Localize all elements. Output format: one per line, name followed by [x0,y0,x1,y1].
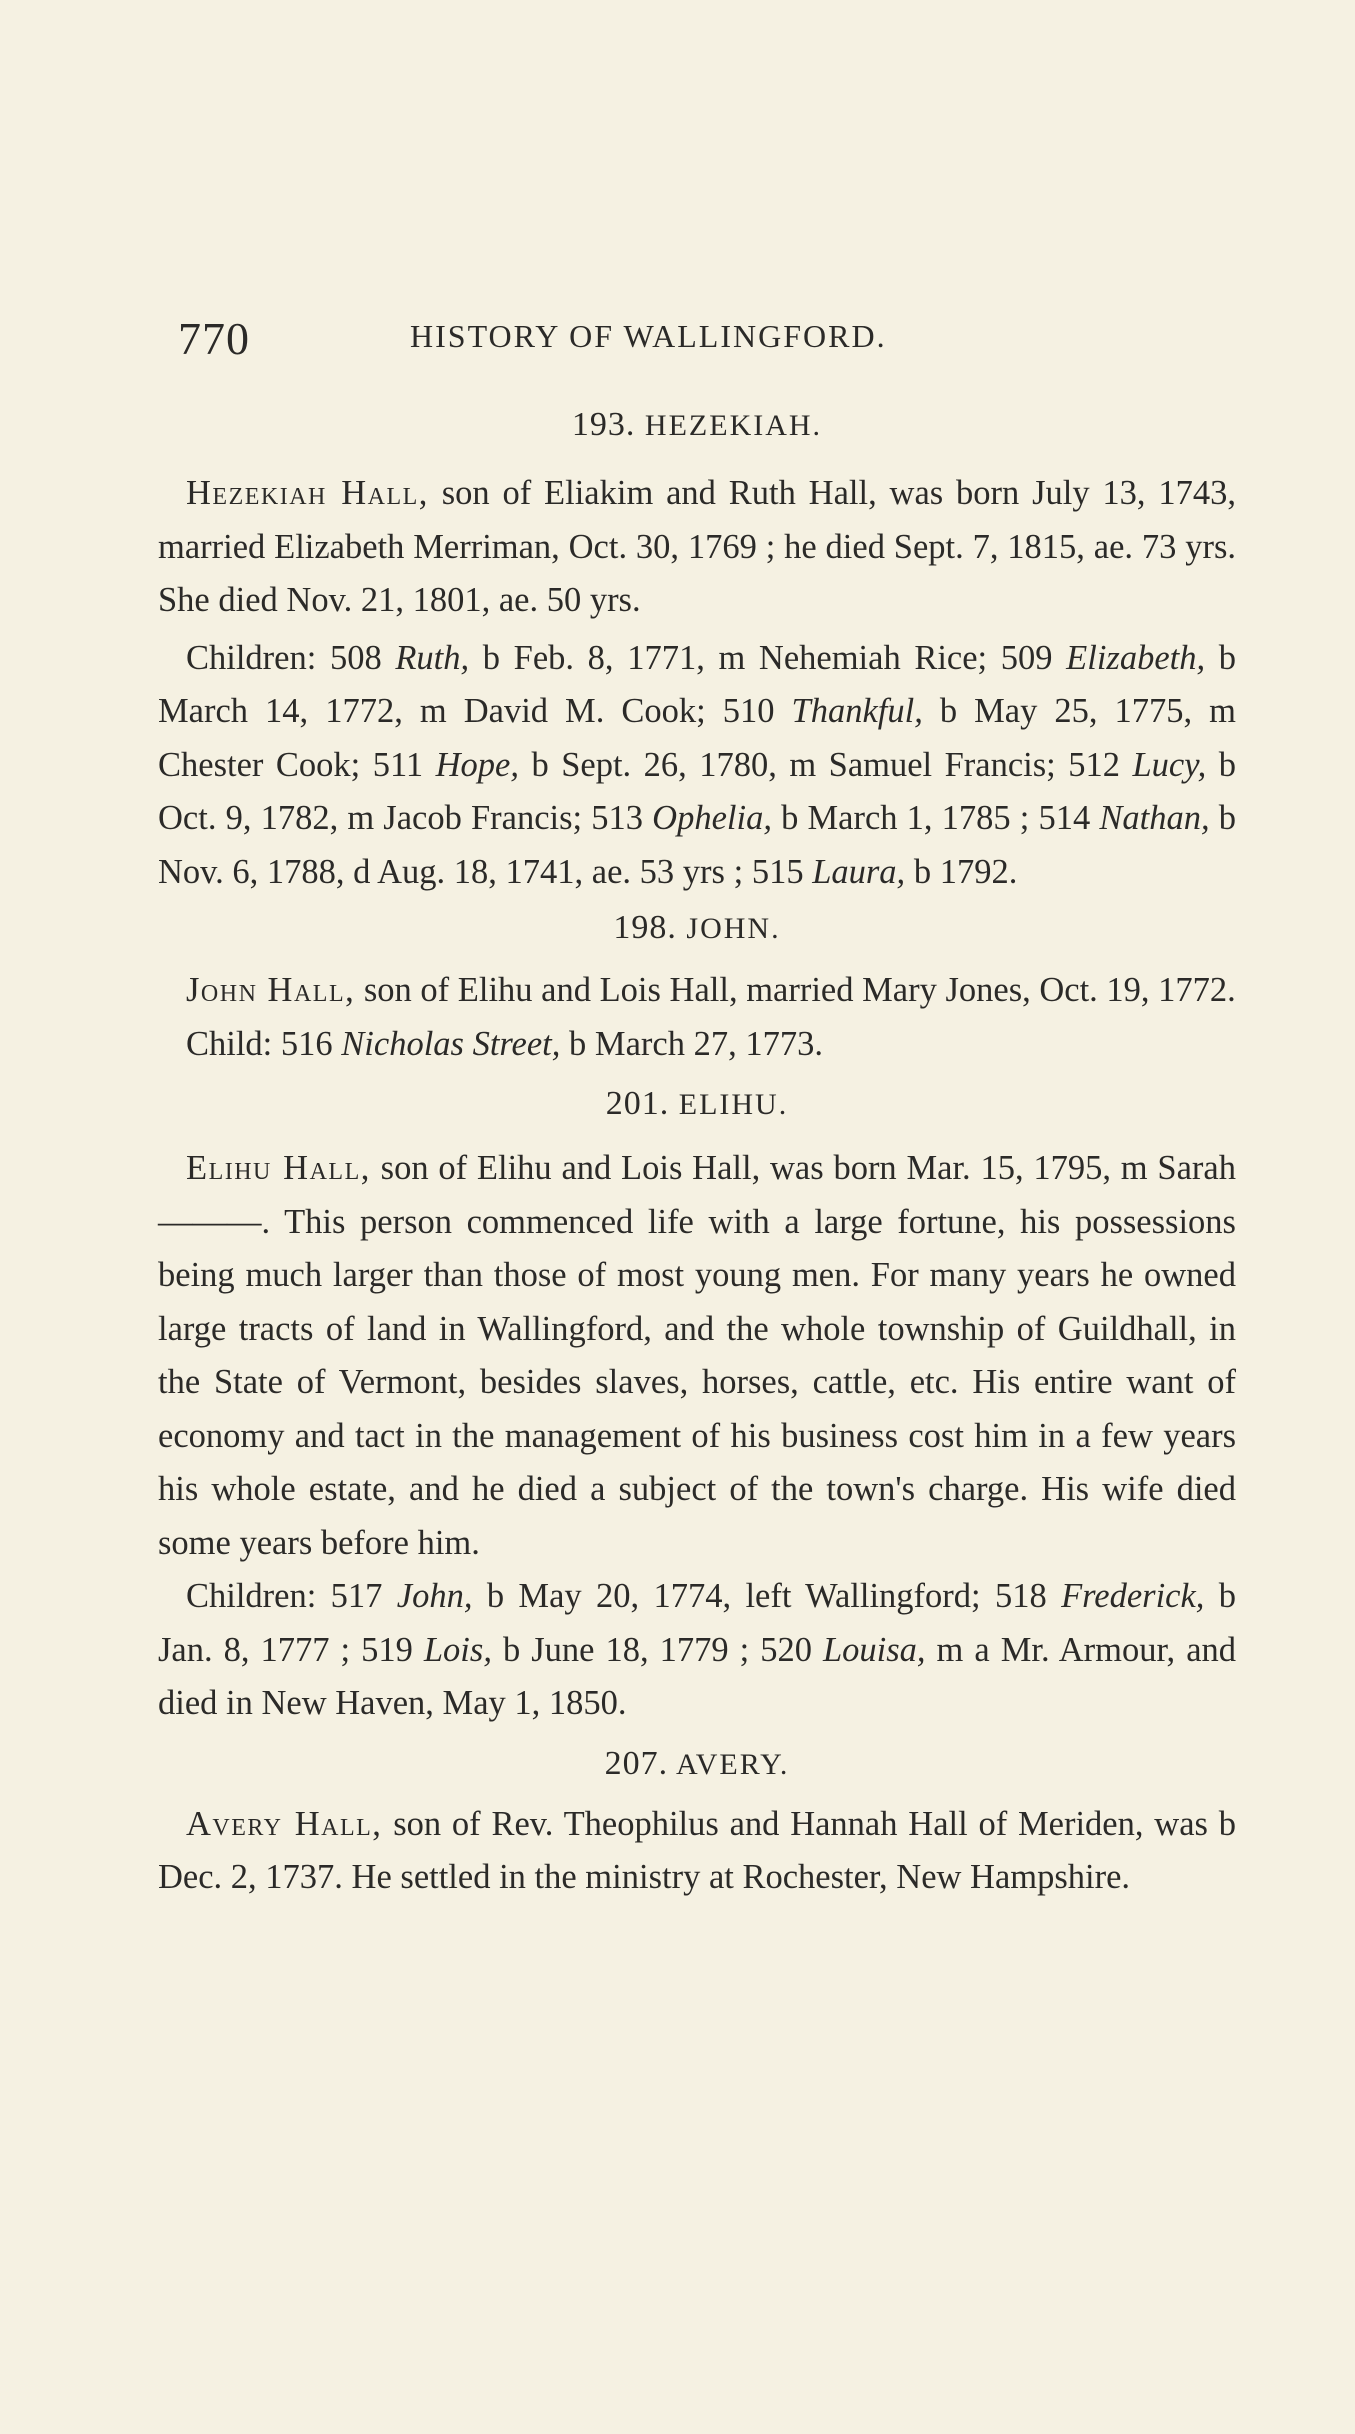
child-entry: 508 Ruth, b Feb. 8, 1771, m Nehemiah Rice; [329,638,1001,677]
person-name: Hezekiah Hall, [186,474,429,512]
child-entry: 517 John, b May 20, 1774, left Wallingford; [330,1577,995,1615]
section-heading-john: 198. JOHN. [613,909,781,946]
page-number: 770 [178,313,250,364]
child-entry: 515 Laura, b 1792. [751,852,1018,891]
running-head [178,312,1238,372]
child-entry: 509 Elizabeth, b March 14, 1772, m David M. Cook; [158,638,1237,730]
bio-paragraph-hezekiah: Hezekiah Hall, son of Eliakim and Ruth Hall, was born July 13, 1743, married Elizabeth Merriman, Oct. 30, 1769 ; he died Sept. 7, 1815, ae. 73 yrs. She died Nov. 21, 1801, ae. 50 yrs. [158,474,1236,619]
person-name: John Hall, [186,971,356,1009]
bio-paragraph-john: John Hall, son of Elihu and Lois Hall, married Mary Jones, Oct. 19, 1772. [186,971,1236,1009]
child-entry: 510 Thankful, b May 25, 1775, m Chester Cook; [158,692,1237,784]
child-entry: 513 Ophelia, b March 1, 1785 ; [591,799,1039,837]
text-block [158,392,1236,1905]
person-name: Elihu Hall, [186,1149,371,1187]
person-name: Avery Hall, [186,1804,383,1843]
bio-paragraph-avery: Avery Hall, son of Rev. Theophilus and Hannah Hall of Meriden, was b Dec. 2, 1737. He settled in the ministry at Rochester, New Hampshire. [158,1804,1236,1896]
running-title: HISTORY OF WALLINGFORD. [410,318,887,354]
child-entry: 511 Hope, b Sept. 26, 1780, m Samuel Francis; [372,745,1069,784]
children-paragraph-elihu: Children: 517 John, b May 20, 1774, left Wallingford; 518 Frederick, b Jan. 8, 1777 ; 519 Lois, b June 18, 1779 ; 520 Louisa, m a Mr. Armour, and died in New Haven, May 1, 1850. [158,1577,1237,1722]
child-entry: 520 Louisa, m a Mr. Armour, and died in New Haven, May 1, 1850. [158,1630,1237,1722]
children-paragraph-hezekiah: Children: 508 Ruth, b Feb. 8, 1771, m Nehemiah Rice; 509 Elizabeth, b March 14, 1772, m David M. Cook; 510 Thankful, b May 25, 1775, m Chester Cook; 511 Hope, b Sept. 26, 1780, m Samuel Francis; 512 Lucy, b Oct. 9, 1782, m Jacob Francis; 513 Ophelia, b March 1, 1785 ; 514 Nathan, b Nov. 6, 1788, d Aug. 18, 1741, ae. 53 yrs ; 515 Laura, b 1792. [158,638,1237,891]
child-entry: 519 Lois, b June 18, 1779 ; [361,1630,761,1669]
section-heading-avery: 207. AVERY. [604,1744,790,1782]
child-entry: 514 Nathan, b Nov. 6, 1788, d Aug. 18, 1741, ae. 53 yrs ; [158,799,1237,891]
bio-paragraph-elihu: Elihu Hall, son of Elihu and Lois Hall, was born Mar. 15, 1795, m Sarah ———. This person commenced life with a large fortune, his possessions being much larger than those of most young men. For many years he owned large tracts of land in Wallingford, and the whole township of Guildhall, in the State of Vermont, besides slaves, horses, cattle, etc. His entire want of economy and tact in the management of his business cost him in a few years his whole estate, and he died a subject of the town's charge. His wife died some years before him. [158,1149,1236,1562]
child-entry: 518 Frederick, b Jan. 8, 1777 ; [158,1577,1237,1669]
child-entry: 512 Lucy, b Oct. 9, 1782, m Jacob Francis; [158,745,1236,837]
children-paragraph-john: Child: 516 Nicholas Street, b March 27, 1773. [186,1024,823,1063]
section-heading-hezekiah: 193. HEZEKIAH. [571,406,823,443]
section-heading-elihu: 201. ELIHU. [605,1085,789,1122]
child-entry: 516 Nicholas Street, b March 27, 1773. [280,1024,823,1063]
